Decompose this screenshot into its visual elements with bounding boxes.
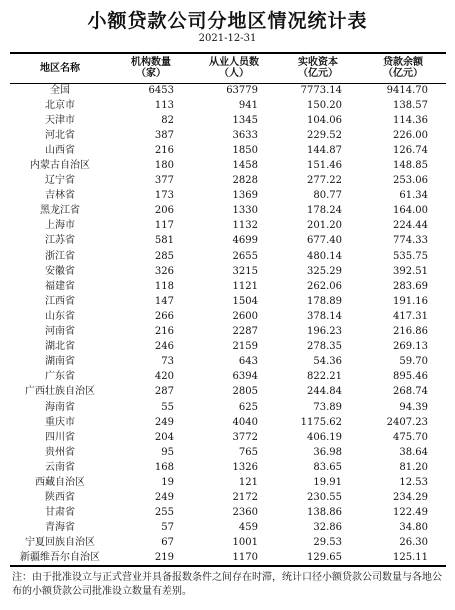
cell-institutions: 219 (110, 551, 192, 566)
cell-institutions: 246 (154, 341, 174, 353)
cell-institutions: 82 (161, 114, 174, 126)
cell-region: 吉林省 (45, 190, 75, 202)
cell-region: 安徽省 (45, 265, 75, 277)
cell-loans: 283.69 (393, 280, 428, 292)
table-row (10, 294, 446, 309)
cell-employees: 121 (238, 476, 258, 488)
cell-loans: 2407.23 (386, 416, 428, 428)
cell-loans: 114.36 (393, 114, 428, 126)
cell-institutions: 73 (161, 356, 174, 368)
header-loans-unit: （亿元） (383, 68, 423, 80)
cell-capital: 104.06 (307, 114, 342, 126)
table-row (10, 355, 446, 370)
cell-region: 重庆市 (45, 416, 75, 428)
cell-employees: 2287 (232, 326, 258, 338)
table-row (10, 551, 446, 566)
cell-loans: 535.75 (393, 250, 428, 262)
header-loans (360, 53, 446, 83)
cell-region: 天津市 (45, 114, 75, 126)
cell-region: 江西省 (45, 295, 75, 307)
table-row (10, 460, 446, 475)
cell-loans: 417.31 (393, 310, 428, 322)
table-row (10, 325, 446, 340)
cell-loans: 216.86 (393, 326, 428, 338)
cell-region: 黑龙江省 (40, 205, 80, 217)
header-region: 地区名称 (10, 53, 110, 83)
cell-employees: 1345 (232, 114, 258, 126)
cell-region: 海南省 (45, 401, 75, 413)
cell-capital: 677.40 (307, 235, 342, 247)
cell-institutions: 377 (154, 175, 174, 187)
cell-employees: 4699 (232, 235, 258, 247)
cell-employees: 3772 (232, 431, 258, 443)
cell-capital: 144.87 (307, 144, 342, 156)
cell-employees: 2600 (232, 310, 258, 322)
cell-capital: 29.53 (313, 537, 342, 549)
table-row (10, 189, 446, 204)
cell-region: 全国 (50, 84, 70, 96)
cell-loans: 122.49 (393, 507, 428, 519)
cell-capital: 150.20 (307, 99, 342, 111)
table-row (10, 219, 446, 234)
cell-capital: 325.29 (307, 265, 342, 277)
table-title: 小额贷款公司分地区情况统计表 (87, 10, 368, 32)
table-row (10, 475, 446, 490)
cell-loans: 148.85 (393, 160, 428, 172)
cell-capital: 229.52 (307, 129, 342, 141)
cell-region: 宁夏回族自治区 (25, 537, 95, 549)
cell-employees: 2159 (232, 341, 258, 353)
cell-capital: 262.06 (307, 280, 342, 292)
table-row (10, 521, 446, 536)
header-institutions-label: 机构数量 (131, 57, 171, 69)
cell-capital: 244.84 (307, 386, 342, 398)
header-loans-label: 贷款余额 (383, 57, 423, 69)
table-row (10, 264, 446, 279)
cell-institutions: 113 (154, 99, 174, 111)
cell-employees: 1330 (232, 205, 258, 217)
cell-institutions: 216 (154, 144, 174, 156)
cell-capital: 7773.14 (300, 84, 342, 96)
cell-region: 陕西省 (45, 492, 75, 504)
table-row (10, 491, 446, 506)
cell-institutions: 57 (161, 522, 174, 534)
table-body (10, 83, 446, 566)
cell-institutions: 266 (154, 310, 174, 322)
cell-region: 新疆维吾尔自治区 (10, 551, 110, 566)
cell-region: 河南省 (45, 326, 75, 338)
cell-institutions: 67 (161, 537, 174, 549)
footnote: 注：由于批准设立与正式营业并具备报数条件之间存在时滞，统计口径小额贷款公司数量与各地公布的小额贷款公司批准设立数量有差别。 (12, 572, 442, 597)
cell-capital: 378.14 (307, 310, 342, 322)
cell-capital: 277.22 (307, 175, 342, 187)
cell-institutions: 168 (154, 461, 174, 473)
cell-capital: 480.14 (307, 250, 342, 262)
header-institutions (110, 53, 192, 83)
table-row (10, 204, 446, 219)
cell-institutions: 118 (154, 280, 174, 292)
table-row (10, 279, 446, 294)
cell-employees: 2360 (232, 507, 258, 519)
cell-institutions: 173 (154, 190, 174, 202)
cell-employees: 63779 (226, 84, 258, 96)
header-employees (192, 53, 276, 83)
cell-loans: 226.00 (393, 129, 428, 141)
cell-employees: 1326 (232, 461, 258, 473)
header-institutions-unit: （家） (136, 68, 166, 80)
cell-loans: 234.29 (393, 492, 428, 504)
cell-institutions: 326 (154, 265, 174, 277)
cell-capital: 1175.62 (300, 416, 342, 428)
cell-institutions: 19 (161, 476, 174, 488)
table-row (10, 174, 446, 189)
cell-region: 广东省 (45, 371, 75, 383)
cell-employees: 1458 (232, 160, 258, 172)
cell-employees: 643 (238, 356, 258, 368)
cell-employees: 459 (238, 522, 258, 534)
cell-institutions: 387 (154, 129, 174, 141)
cell-capital: 19.91 (313, 476, 342, 488)
cell-employees: 1001 (232, 537, 258, 549)
cell-institutions: 287 (154, 386, 174, 398)
cell-capital: 73.89 (313, 401, 342, 413)
header-capital (276, 53, 360, 83)
table-row (10, 143, 446, 158)
cell-loans: 475.70 (393, 431, 428, 443)
table-row (10, 385, 446, 400)
cell-capital: 151.46 (307, 160, 342, 172)
header-employees-unit: （人） (219, 68, 249, 80)
cell-loans: 269.13 (393, 341, 428, 353)
cell-region: 广西壮族自治区 (25, 386, 95, 398)
cell-region: 湖北省 (45, 341, 75, 353)
cell-capital: 36.98 (313, 446, 342, 458)
cell-employees: 1132 (232, 220, 258, 232)
cell-loans: 38.64 (399, 446, 428, 458)
cell-employees: 2172 (232, 492, 258, 504)
cell-capital: 201.20 (307, 220, 342, 232)
cell-employees: 6394 (232, 371, 258, 383)
cell-loans: 9414.70 (386, 84, 428, 96)
cell-region: 福建省 (45, 280, 75, 292)
cell-loans: 138.57 (393, 99, 428, 111)
cell-employees: 3215 (232, 265, 258, 277)
cell-institutions: 204 (154, 431, 174, 443)
header-employees-label: 从业人员数 (209, 57, 259, 69)
cell-capital: 406.19 (307, 431, 342, 443)
cell-capital: 138.86 (307, 507, 342, 519)
table-row (10, 536, 446, 551)
cell-employees: 1121 (232, 280, 258, 292)
cell-employees: 4040 (232, 416, 258, 428)
cell-loans: 59.70 (399, 356, 428, 368)
cell-employees: 2828 (232, 175, 258, 187)
cell-institutions: 180 (154, 160, 174, 172)
cell-region: 河北省 (45, 129, 75, 141)
cell-institutions: 147 (154, 295, 174, 307)
cell-loans: 895.46 (393, 371, 428, 383)
cell-loans: 81.20 (399, 461, 428, 473)
cell-loans: 253.06 (393, 175, 428, 187)
cell-capital: 230.55 (307, 492, 342, 504)
cell-employees: 1369 (232, 190, 258, 202)
table-row (10, 506, 446, 521)
cell-capital: 83.65 (313, 461, 342, 473)
cell-employees: 1170 (192, 551, 276, 566)
cell-employees: 625 (238, 401, 258, 413)
cell-loans: 34.80 (399, 522, 428, 534)
cell-loans: 268.74 (393, 386, 428, 398)
cell-institutions: 255 (154, 507, 174, 519)
cell-loans: 224.44 (393, 220, 428, 232)
cell-capital: 129.65 (276, 551, 360, 566)
cell-employees: 765 (238, 446, 258, 458)
cell-institutions: 581 (154, 235, 174, 247)
cell-employees: 941 (238, 99, 258, 111)
cell-region: 四川省 (45, 431, 75, 443)
cell-loans: 126.74 (393, 144, 428, 156)
cell-region: 上海市 (45, 220, 75, 232)
cell-loans: 94.39 (399, 401, 428, 413)
cell-employees: 2805 (232, 386, 258, 398)
cell-loans: 774.33 (393, 235, 428, 247)
cell-institutions: 420 (154, 371, 174, 383)
cell-loans: 26.30 (399, 537, 428, 549)
table-row (10, 309, 446, 324)
cell-region: 青海省 (45, 522, 75, 534)
cell-capital: 178.89 (307, 295, 342, 307)
cell-loans: 61.34 (399, 190, 428, 202)
cell-capital: 196.23 (307, 326, 342, 338)
cell-capital: 80.77 (313, 190, 342, 202)
report-date: 2021-12-31 (198, 33, 257, 44)
table-row (10, 340, 446, 355)
table-header (10, 53, 446, 83)
cell-capital: 178.24 (307, 205, 342, 217)
cell-region: 江苏省 (45, 235, 75, 247)
cell-region: 湖南省 (45, 356, 75, 368)
cell-capital: 278.35 (307, 341, 342, 353)
table-row (10, 83, 446, 98)
cell-loans: 191.16 (393, 295, 428, 307)
table-row (10, 370, 446, 385)
cell-loans: 164.00 (393, 205, 428, 217)
cell-region: 山西省 (45, 144, 75, 156)
cell-employees: 1850 (232, 144, 258, 156)
cell-loans: 12.53 (399, 476, 428, 488)
cell-region: 云南省 (45, 461, 75, 473)
cell-loans: 392.51 (393, 265, 428, 277)
cell-region: 山东省 (45, 310, 75, 322)
cell-institutions: 6453 (148, 84, 174, 96)
cell-institutions: 55 (161, 401, 174, 413)
cell-institutions: 216 (154, 326, 174, 338)
cell-institutions: 249 (154, 492, 174, 504)
cell-institutions: 117 (154, 220, 174, 232)
statistics-table (10, 52, 446, 567)
table-row (10, 249, 446, 264)
cell-institutions: 95 (161, 446, 174, 458)
table-row (10, 158, 446, 173)
cell-region: 西藏自治区 (35, 476, 85, 488)
cell-capital: 822.21 (307, 371, 342, 383)
table-row (10, 128, 446, 143)
header-capital-label: 实收资本 (298, 57, 338, 69)
table-row (10, 400, 446, 415)
table-row (10, 98, 446, 113)
table-row (10, 234, 446, 249)
cell-region: 辽宁省 (45, 175, 75, 187)
cell-employees: 2655 (232, 250, 258, 262)
cell-region: 贵州省 (45, 446, 75, 458)
table-row (10, 445, 446, 460)
table-row (10, 430, 446, 445)
cell-capital: 32.86 (313, 522, 342, 534)
cell-institutions: 206 (154, 205, 174, 217)
cell-employees: 3633 (232, 129, 258, 141)
cell-region: 内蒙古自治区 (30, 160, 90, 172)
cell-capital: 54.36 (313, 356, 342, 368)
cell-region: 甘肃省 (45, 507, 75, 519)
header-capital-unit: （亿元） (298, 68, 338, 80)
cell-loans: 125.11 (360, 551, 446, 566)
cell-institutions: 285 (154, 250, 174, 262)
cell-employees: 1504 (232, 295, 258, 307)
table-row (10, 415, 446, 430)
cell-institutions: 249 (154, 416, 174, 428)
cell-region: 浙江省 (45, 250, 75, 262)
table-row (10, 113, 446, 128)
cell-region: 北京市 (45, 99, 75, 111)
